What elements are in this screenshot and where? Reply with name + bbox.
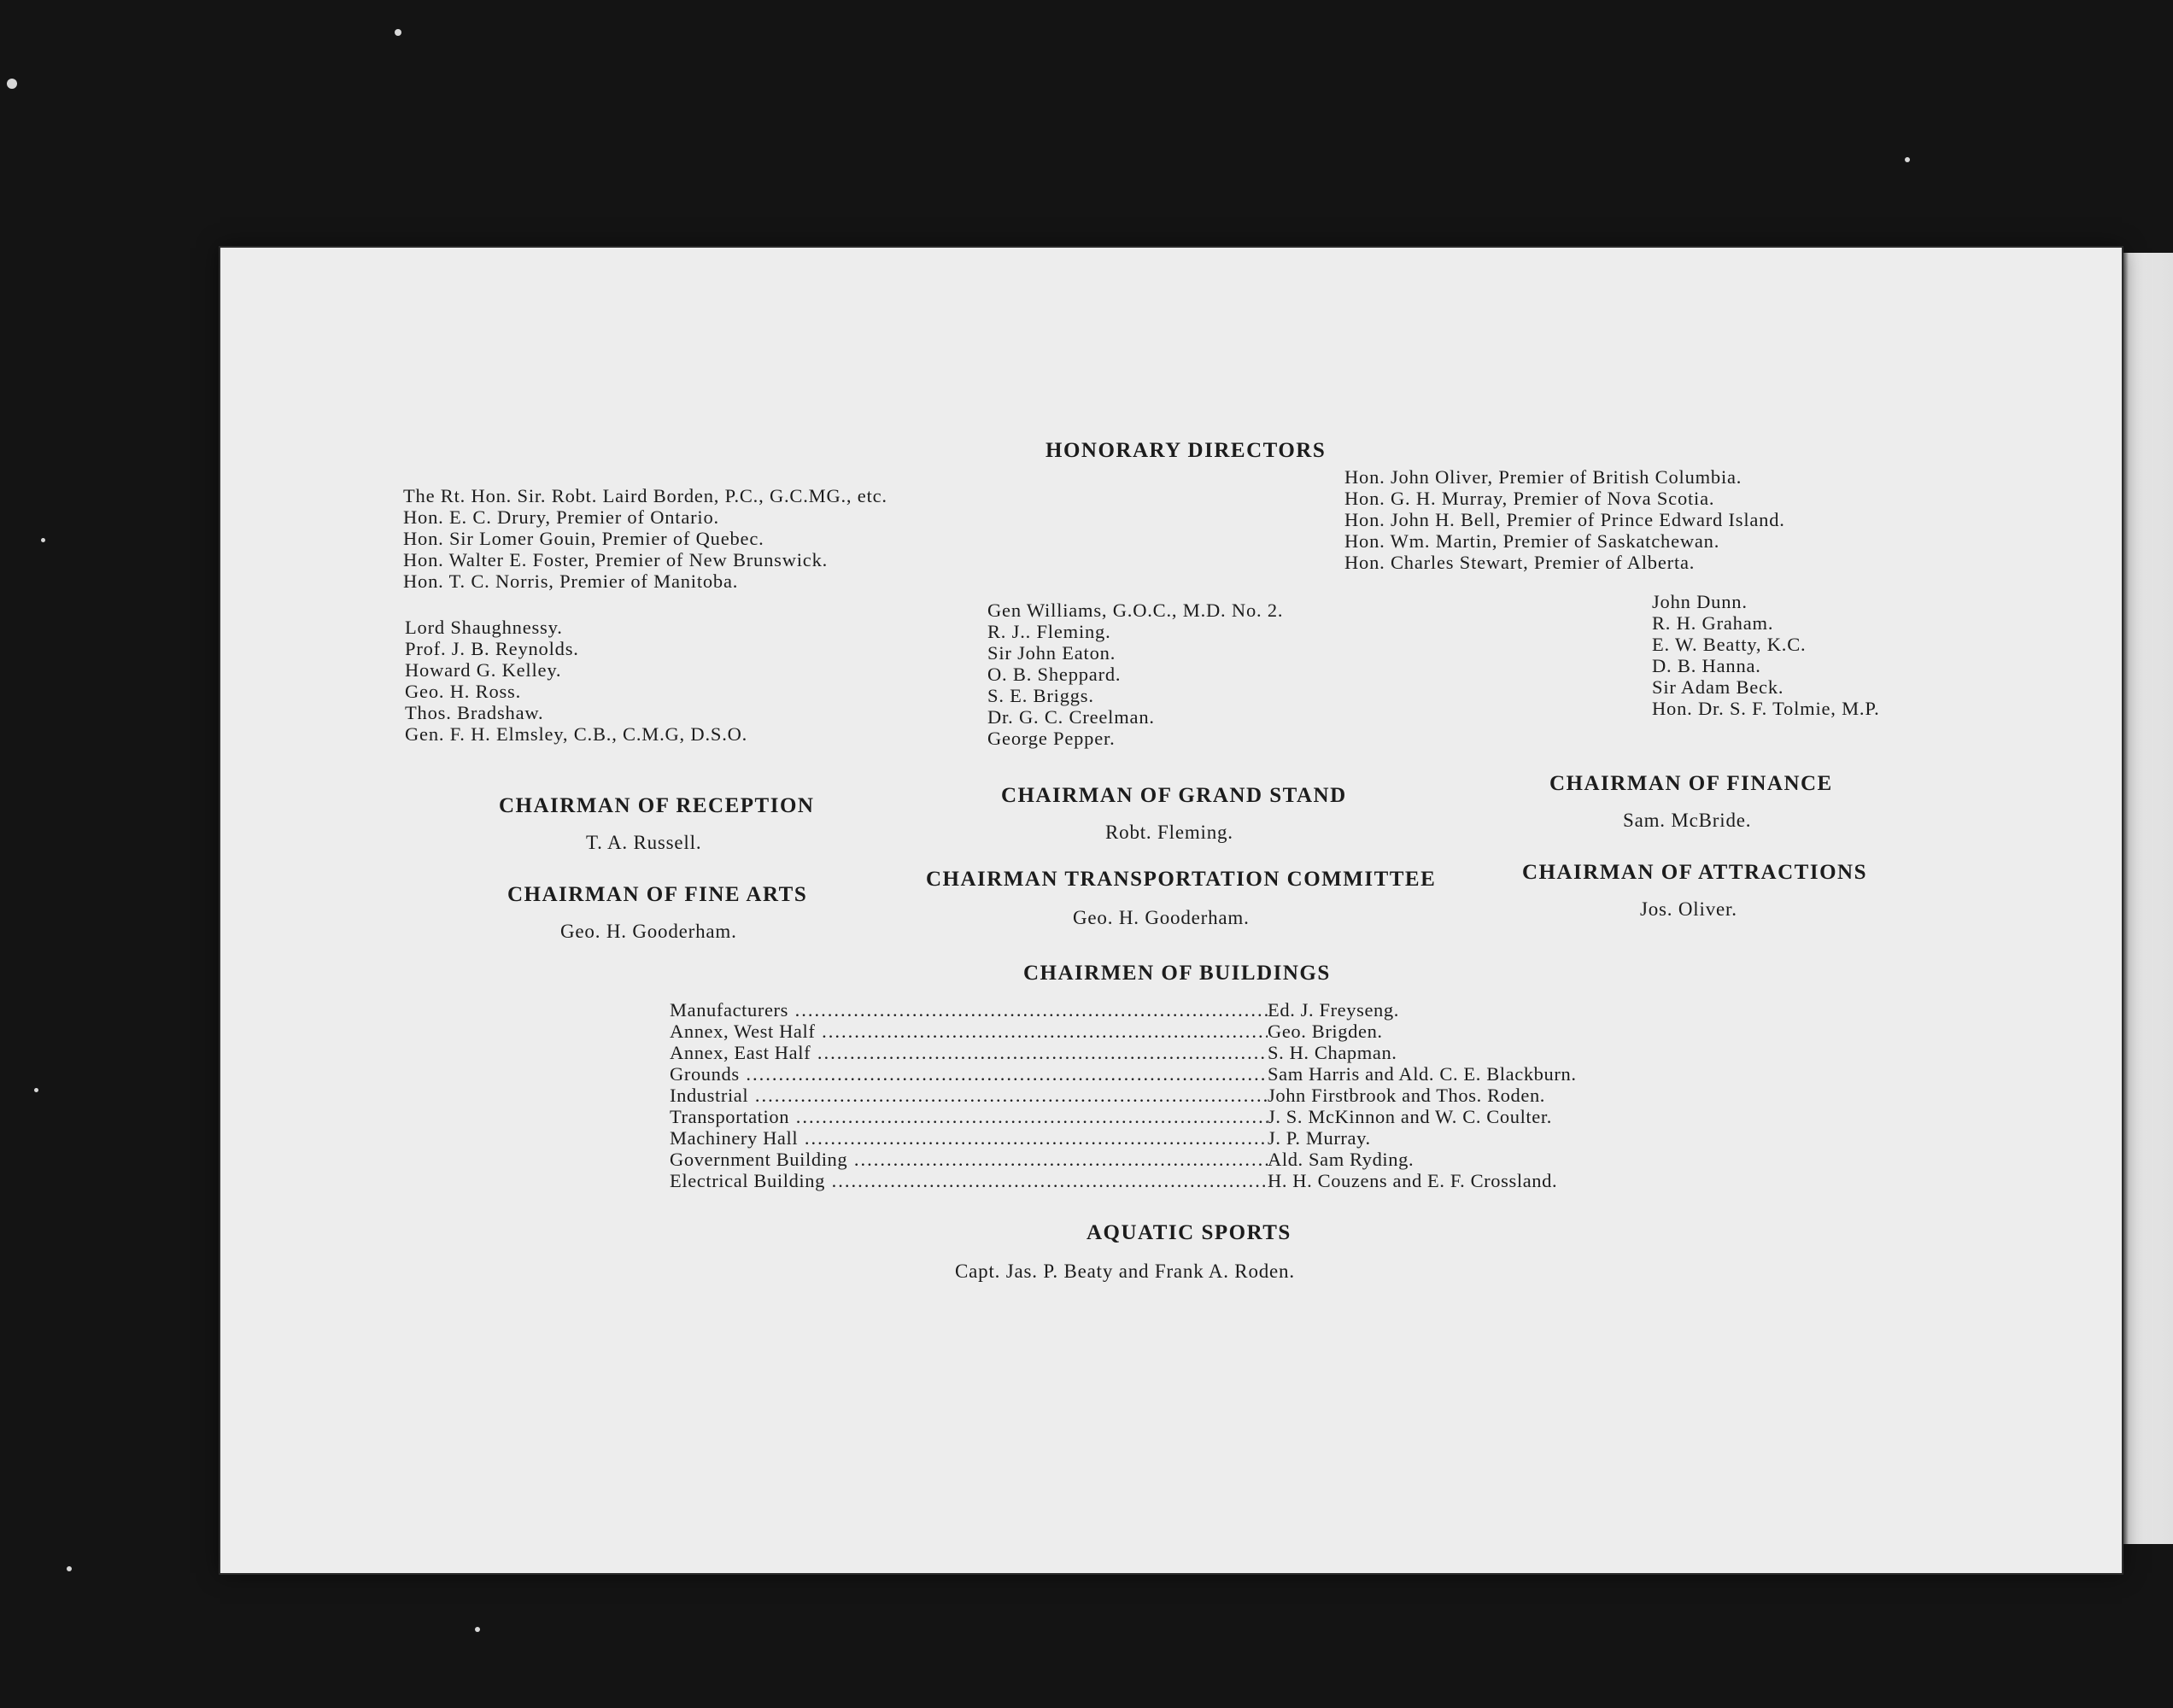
director-line: Hon. E. C. Drury, Premier of Ontario. xyxy=(403,506,719,528)
building-chairman: Geo. Brigden. xyxy=(1268,1021,1383,1042)
building-row xyxy=(670,999,1695,1021)
building-name: Annex, East Half ..... xyxy=(670,1042,1268,1063)
director-line: John Dunn. xyxy=(1652,591,1748,612)
director-line: Hon. Wm. Martin, Premier of Saskatchewan. xyxy=(1344,530,1720,552)
director-line: Hon. T. C. Norris, Premier of Manitoba. xyxy=(403,570,739,592)
director-line: E. W. Beatty, K.C. xyxy=(1652,634,1807,655)
director-line: Gen Williams, G.O.C., M.D. No. 2. xyxy=(987,600,1284,621)
building-row xyxy=(670,1127,1695,1149)
director-line: Hon. John H. Bell, Premier of Prince Edward Island. xyxy=(1344,509,1785,530)
chairman-reception-heading: CHAIRMAN OF RECEPTION xyxy=(499,794,815,817)
chairman-finance-heading: CHAIRMAN OF FINANCE xyxy=(1549,772,1833,795)
director-line: Dr. G. C. Creelman. xyxy=(987,706,1155,728)
director-line: Hon. G. H. Murray, Premier of Nova Scotia. xyxy=(1344,488,1715,509)
chairman-attractions-heading: CHAIRMAN OF ATTRACTIONS xyxy=(1522,861,1867,884)
director-line: Hon. Charles Stewart, Premier of Alberta. xyxy=(1344,552,1696,573)
director-line: Hon. Dr. S. F. Tolmie, M.P. xyxy=(1652,698,1880,719)
chairman-fine-arts-heading: CHAIRMAN OF FINE ARTS xyxy=(507,883,808,906)
chairman-transportation-heading: CHAIRMAN TRANSPORTATION COMMITTEE xyxy=(926,868,1437,891)
director-line: Sir John Eaton. xyxy=(987,642,1116,664)
director-line: Howard G. Kelley. xyxy=(405,659,562,681)
director-line: D. B. Hanna. xyxy=(1652,655,1761,676)
building-row xyxy=(670,1106,1695,1127)
building-name: Government Building ..... xyxy=(670,1149,1268,1170)
director-line: Gen. F. H. Elmsley, C.B., C.M.G, D.S.O. xyxy=(405,723,748,745)
building-chairman: Sam Harris and Ald. C. E. Blackburn. xyxy=(1268,1063,1577,1085)
directors-right-column xyxy=(1652,591,1880,719)
honorary-directors-heading: HONORARY DIRECTORS xyxy=(1046,439,1327,462)
building-name: Industrial ..... xyxy=(670,1085,1268,1106)
building-chairman: S. H. Chapman. xyxy=(1268,1042,1397,1063)
director-line: R. H. Graham. xyxy=(1652,612,1774,634)
director-line: Sir Adam Beck. xyxy=(1652,676,1784,698)
director-line: The Rt. Hon. Sir. Robt. Laird Borden, P.C., G.C.MG., etc. xyxy=(403,485,887,506)
director-line: Lord Shaughnessy. xyxy=(405,617,563,638)
premiers-left-list xyxy=(403,485,887,592)
chairman-finance-name: Sam. McBride. xyxy=(1623,810,1752,831)
building-chairman: Ed. J. Freyseng. xyxy=(1268,999,1399,1021)
building-name: Electrical Building ..... xyxy=(670,1170,1268,1191)
director-line: S. E. Briggs. xyxy=(987,685,1094,706)
chairman-grand-stand-heading: CHAIRMAN OF GRAND STAND xyxy=(1001,784,1347,807)
building-name: Manufacturers ..... xyxy=(670,999,1268,1021)
aquatic-sports-heading: AQUATIC SPORTS xyxy=(1086,1221,1292,1244)
director-line: Hon. Sir Lomer Gouin, Premier of Quebec. xyxy=(403,528,764,549)
building-chairman: Ald. Sam Ryding. xyxy=(1268,1149,1414,1170)
buildings-table xyxy=(670,999,1695,1191)
facing-page-edge xyxy=(2122,253,2173,1544)
building-name: Machinery Hall ..... xyxy=(670,1127,1268,1149)
building-name: Transportation ..... xyxy=(670,1106,1268,1127)
building-row xyxy=(670,1063,1695,1085)
aquatic-sports-names: Capt. Jas. P. Beaty and Frank A. Roden. xyxy=(955,1261,1295,1282)
chairman-fine-arts-name: Geo. H. Gooderham. xyxy=(560,921,737,942)
director-line: O. B. Sheppard. xyxy=(987,664,1122,685)
chairman-transportation-name: Geo. H. Gooderham. xyxy=(1073,907,1250,928)
building-row xyxy=(670,1170,1695,1191)
building-chairman: J. P. Murray. xyxy=(1268,1127,1371,1149)
directors-left-column xyxy=(405,617,747,745)
chairman-attractions-name: Jos. Oliver. xyxy=(1640,898,1737,920)
director-line: George Pepper. xyxy=(987,728,1116,749)
building-chairman: J. S. McKinnon and W. C. Coulter. xyxy=(1268,1106,1552,1127)
building-chairman: H. H. Couzens and E. F. Crossland. xyxy=(1268,1170,1558,1191)
building-row xyxy=(670,1085,1695,1106)
director-line: Hon. John Oliver, Premier of British Columbia. xyxy=(1344,466,1742,488)
director-line: Thos. Bradshaw. xyxy=(405,702,544,723)
directors-middle-column xyxy=(987,600,1283,749)
building-row xyxy=(670,1149,1695,1170)
director-line: R. J.. Fleming. xyxy=(987,621,1111,642)
director-line: Prof. J. B. Reynolds. xyxy=(405,638,579,659)
director-line: Hon. Walter E. Foster, Premier of New Brunswick. xyxy=(403,549,829,570)
building-name: Annex, West Half ..... xyxy=(670,1021,1268,1042)
chairmen-buildings-heading: CHAIRMEN OF BUILDINGS xyxy=(1023,962,1331,985)
director-line: Geo. H. Ross. xyxy=(405,681,522,702)
chairman-grand-stand-name: Robt. Fleming. xyxy=(1105,822,1233,843)
chairman-reception-name: T. A. Russell. xyxy=(586,832,702,853)
building-name: Grounds ..... xyxy=(670,1063,1268,1085)
building-chairman: John Firstbrook and Thos. Roden. xyxy=(1268,1085,1546,1106)
premiers-right-list xyxy=(1344,466,1785,573)
building-row xyxy=(670,1042,1695,1063)
building-row xyxy=(670,1021,1695,1042)
document-page xyxy=(220,248,2122,1573)
